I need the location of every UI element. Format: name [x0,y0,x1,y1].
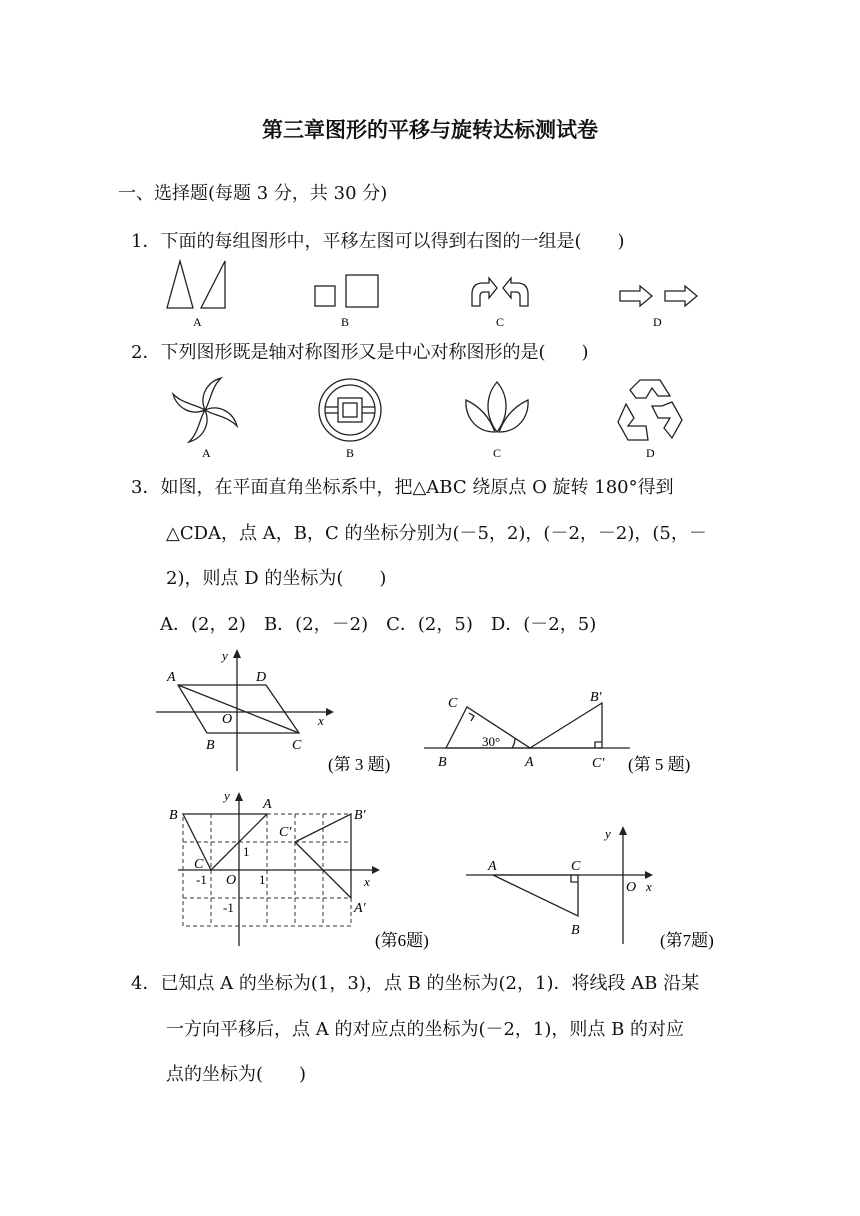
fig3-label-x: x [318,713,324,728]
fig3-label-b: B [206,738,215,753]
fig5-label-a: A [525,755,534,770]
fig6-tick-1-y: 1 [243,844,250,859]
q1-caption-a: A [193,315,202,329]
q1-caption-d: D [653,315,662,329]
q1-c-left-arrow [503,278,528,306]
fig5-right-angle-c [469,713,474,721]
q1-c-right-arrow [472,278,497,306]
fig3-caption: (第 3 题) [328,755,391,774]
fig5-right-angle-c-prime [595,742,602,748]
fig3-label-a: A [167,670,176,685]
fig6-label-b: B [169,808,178,823]
fig7-label-c: C [571,859,581,874]
fig6-label-o: O [226,873,237,888]
figure-3 [150,645,410,780]
fig6-label-a-prime: A′ [354,901,366,916]
fig7-label-x: x [646,879,652,894]
fig6-label-a: A [263,797,272,812]
question-1-figure [150,258,720,332]
fig3-label-y: y [222,648,228,663]
fig5-triangle-ab-prime-c-prime [530,703,602,748]
fig6-tick-neg1-y: -1 [223,900,234,915]
q2-a-pinwheel [173,378,237,442]
page-title: 第三章图形的平移与旋转达标测试卷 [262,118,598,142]
question-4-line-1: 4．已知点 A 的坐标为(1，3)，点 B 的坐标为(2，1)．将线段 AB 沿某 [131,973,700,994]
q1-caption-b: B [341,315,350,329]
figure-7 [460,820,740,956]
question-4-line-3: 点的坐标为( ) [166,1064,307,1085]
fig5-caption: (第 5 题) [628,755,691,774]
fig6-label-x: x [364,874,370,889]
question-3-line-1: 3．如图，在平面直角坐标系中，把△ABC 绕原点 O 旋转 180°得到 [131,477,674,498]
fig5-angle-arc [512,738,515,748]
question-1-text: 1．下面的每组图形中，平移左图可以得到右图的一组是( ) [131,231,625,252]
question-4-line-2: 一方向平移后，点 A 的对应点的坐标为(－2，1)，则点 B 的对应 [166,1019,685,1040]
fig6-caption: (第6题) [375,931,429,950]
fig7-label-o: O [626,880,637,895]
q1-caption-c: C [496,315,505,329]
fig6-label-c: C [194,857,204,872]
fig7-right-angle-c [571,875,578,882]
fig5-label-b-prime: B′ [590,690,602,705]
fig6-label-b-prime: B′ [354,808,366,823]
q2-caption-b: B [346,446,355,460]
q2-d-recycle [618,380,682,440]
q2-c-lotus [466,382,528,432]
fig7-label-y: y [605,826,611,841]
fig3-diagonal-ac [178,685,299,733]
fig5-label-c-prime: C′ [592,756,605,771]
figure-6 [160,786,460,956]
fig6-tick-neg1-x: -1 [196,872,207,887]
q1-b-small-square [315,286,335,306]
section-heading: 一、选择题(每题 3 分，共 30 分) [118,183,388,204]
fig5-angle-label: 30° [482,734,501,749]
fig7-triangle-acb [493,875,578,916]
fig6-label-y: y [224,788,230,803]
q1-a-left-triangle [167,261,193,308]
fig5-label-c: C [448,696,458,711]
question-2-figure [150,370,720,462]
fig3-label-o: O [222,712,233,727]
fig6-label-c-prime: C′ [279,825,292,840]
question-3-line-3: 2)，则点 D 的坐标为( ) [166,568,387,589]
fig7-caption: (第7题) [660,931,714,950]
fig7-label-a: A [488,859,497,874]
fig3-label-d: D [256,670,267,685]
q2-caption-d: D [646,446,655,460]
q2-caption-a: A [202,446,211,460]
q2-caption-c: C [493,446,502,460]
fig7-label-b: B [571,923,580,938]
q1-b-large-square [346,275,378,307]
fig6-tick-1-x: 1 [259,872,266,887]
fig5-label-b: B [438,755,447,770]
fig3-label-c: C [292,738,302,753]
q1-a-right-triangle [201,261,225,308]
question-3-options: A．(2，2) B．(2，－2) C．(2，5) D．(－2，5) [160,614,597,635]
q1-d-left-arrow [620,286,652,306]
q1-d-right-arrow [665,286,697,306]
q2-b-coin [319,379,381,441]
question-2-text: 2．下列图形既是轴对称图形又是中心对称图形的是( ) [131,342,589,363]
question-3-line-2: △CDA，点 A，B，C 的坐标分别为(－5，2)，(－2，－2)，(5，－ [166,523,707,544]
figure-5 [420,685,720,780]
